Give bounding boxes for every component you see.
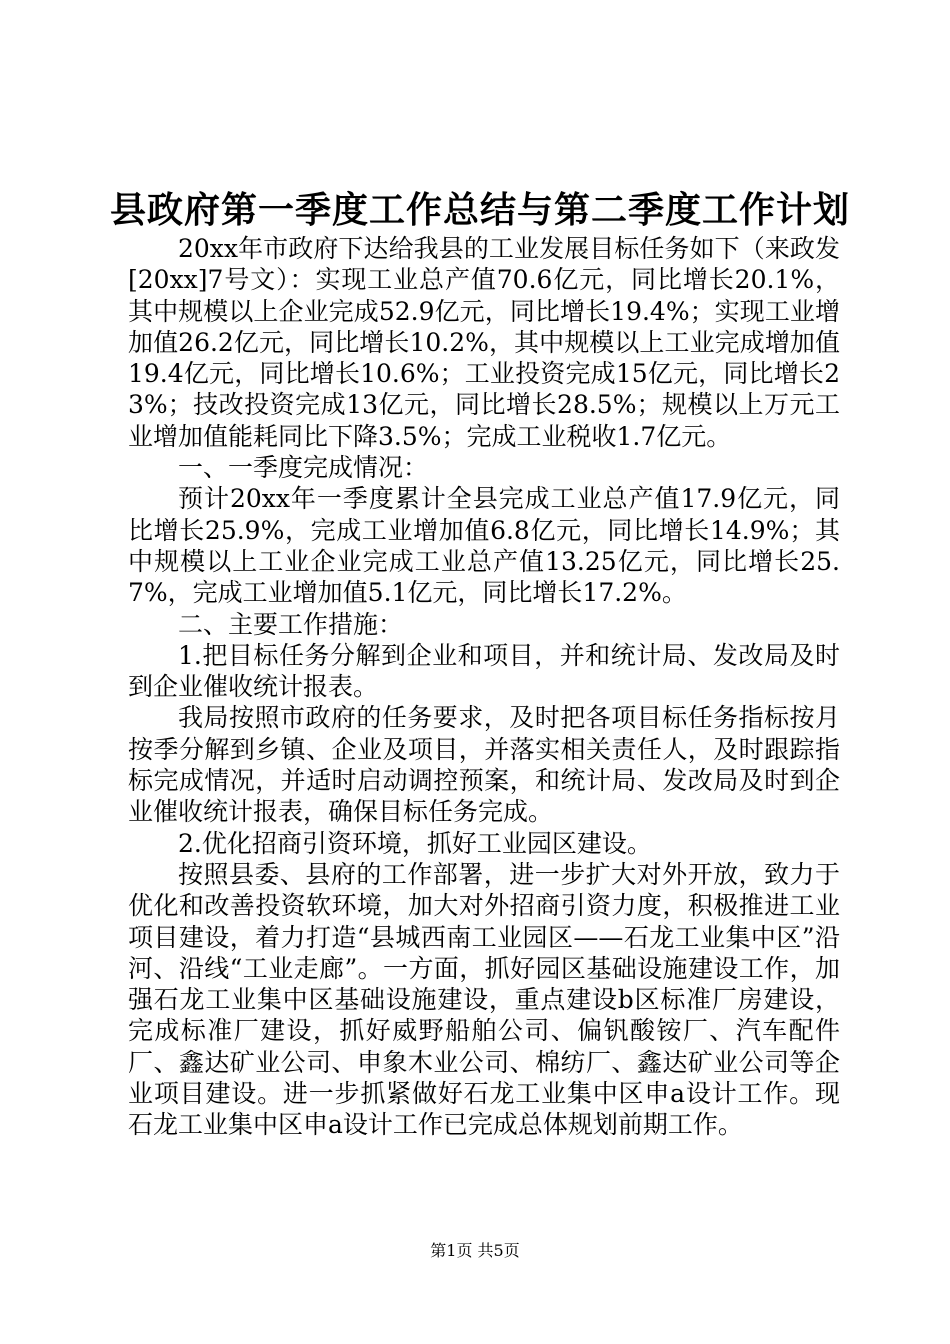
section-heading-measures: 二、主要工作措施：	[178, 609, 404, 639]
intro-paragraph: 20xx年市政府下达给我县的工业发展目标任务如下（来政发[20xx]7号文）：实现工业总产值70.6亿元，同比增长20.1%，其中规模以上企业完成52.9亿元，同比增长19.4%；实现工业增加值26.2亿元，同比增长10.2%，其中规模以上工业完成增加值19.4亿元，同比增长10.6%；工业投资完成15亿元，同比增长23%；技改投资完成13亿元，同比增长28.5%；规模以上万元工业增加值能耗同比下降3.5%；完成工业税收1.7亿元。	[128, 234, 840, 451]
document-title: 县政府第一季度工作总结与第二季度工作计划	[110, 190, 851, 231]
measure-1-heading: 1.把目标任务分解到企业和项目，并和统计局、发改局及时到企业催收统计报表。	[128, 640, 840, 702]
section-heading-q1-status: 一、一季度完成情况：	[178, 453, 429, 483]
measure-2-heading: 2.优化招商引资环境，抓好工业园区建设。	[178, 828, 652, 858]
measure-1-paragraph: 我局按照市政府的任务要求，及时把各项目标任务指标按月按季分解到乡镇、企业及项目，并落实相关责任人，及时跟踪指标完成情况，并适时启动调控预案，和统计局、发改局及时到企业催收统计报表，确保目标任务完成。	[128, 703, 840, 827]
q1-status-paragraph: 预计20xx年一季度累计全县完成工业总产值17.9亿元，同比增长25.9%，完成工业增加值6.8亿元，同比增长14.9%；其中规模以上工业企业完成工业总产值13.25亿元，同比增长25.7%，完成工业增加值5.1亿元，同比增长17.2%。	[128, 484, 840, 608]
page-number-footer: 第1页 共5页	[430, 1241, 520, 1260]
measure-2-paragraph: 按照县委、县府的工作部署，进一步扩大对外开放，致力于优化和改善投资软环境，加大对外招商引资力度，积极推进工业项目建设，着力打造“县城西南工业园区——石龙工业集中区”沿河、沿线“工业走廊”。一方面，抓好园区基础设施建设工作，加强石龙工业集中区基础设施建设，重点建设b区标准厂房建设，完成标准厂建设，抓好威野船舶公司、偏钒酸铵厂、汽车配件厂、鑫达矿业公司、申象木业公司、棉纺厂、鑫达矿业公司等企业项目建设。进一步抓紧做好石龙工业集中区申a设计工作。现石龙工业集中区申a设计工作已完成总体规划前期工作。	[128, 859, 840, 1140]
document-body	[128, 233, 840, 1141]
